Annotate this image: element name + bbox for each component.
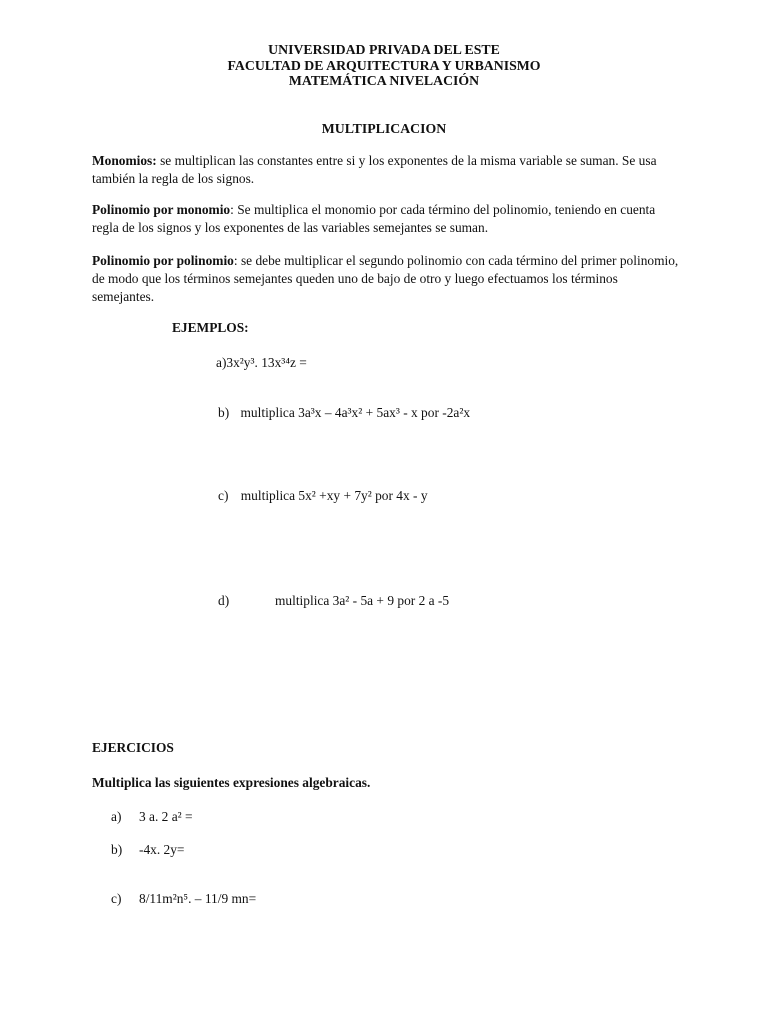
ejercicio-label: a) <box>111 809 122 824</box>
ejemplo-b <box>218 405 470 421</box>
ejemplo-d <box>218 593 450 609</box>
ejercicio-text: 8/11m²n⁵. – 11/9 mn= <box>139 891 257 906</box>
text-polinomio-polinomio: : se debe multiplicar el segundo polinomio con cada término del primer polinomio, de modo que los términos semejantes queden uno de bajo de otro y luego efectuamos los términos semejantes. <box>92 253 679 304</box>
ejercicios-instruction: Multiplica las siguientes expresiones algebraicas. <box>92 775 371 790</box>
ejercicio-text: 3 a. 2 a² = <box>139 809 193 824</box>
term-polinomio-monomio: Polinomio por monomio <box>92 202 231 217</box>
ejercicio-label: c) <box>111 891 122 906</box>
ejemplos-title: EJEMPLOS: <box>172 320 249 335</box>
ejemplo-label: b) <box>218 405 230 420</box>
paragraph-polinomio-polinomio <box>92 252 682 306</box>
term-monomios: Monomios: <box>92 153 157 168</box>
course-name: MATEMÁTICA NIVELACIÓN <box>288 73 480 88</box>
term-polinomio-polinomio: Polinomio por polinomio <box>92 253 234 268</box>
section-title: MULTIPLICACION <box>321 121 447 136</box>
ejercicio-c <box>111 891 257 907</box>
ejemplo-label: c) <box>218 488 229 503</box>
ejemplo-text: multiplica 5x² +xy + 7y² por 4x - y <box>240 488 428 503</box>
text-polinomio-monomio: : Se multiplica el monomio por cada término del polinomio, teniendo en cuenta regla de los signos y los exponentes de las variables semejantes se suman. <box>92 202 656 235</box>
paragraph-polinomio-monomio <box>92 201 682 237</box>
ejemplo-c <box>218 488 428 504</box>
paragraph-monomios <box>92 152 682 188</box>
ejercicio-b <box>111 842 185 858</box>
ejemplo-a <box>216 355 307 371</box>
ejercicios-title: EJERCICIOS <box>92 740 174 755</box>
ejemplo-text: 3x²y³. 13x³⁴z = <box>226 355 307 370</box>
faculty-name: FACULTAD DE ARQUITECTURA Y URBANISMO <box>227 57 541 73</box>
university-name: UNIVERSIDAD PRIVADA DEL ESTE <box>268 42 500 57</box>
ejemplo-text: multiplica 3a² - 5a + 9 por 2 a -5 <box>275 593 450 608</box>
ejercicio-label: b) <box>111 842 123 857</box>
ejemplo-label: d) <box>218 593 230 608</box>
ejemplo-label: a) <box>216 355 227 370</box>
ejercicio-text: -4x. 2y= <box>139 842 185 857</box>
ejercicio-a <box>111 809 193 825</box>
text-monomios: se multiplican las constantes entre si y los exponentes de la misma variable se suman. Se usa también la regla de los signos. <box>92 153 657 186</box>
ejemplo-text: multiplica 3a³x – 4a³x² + 5ax³ - x por -2a²x <box>240 405 471 420</box>
document-header <box>0 42 768 89</box>
